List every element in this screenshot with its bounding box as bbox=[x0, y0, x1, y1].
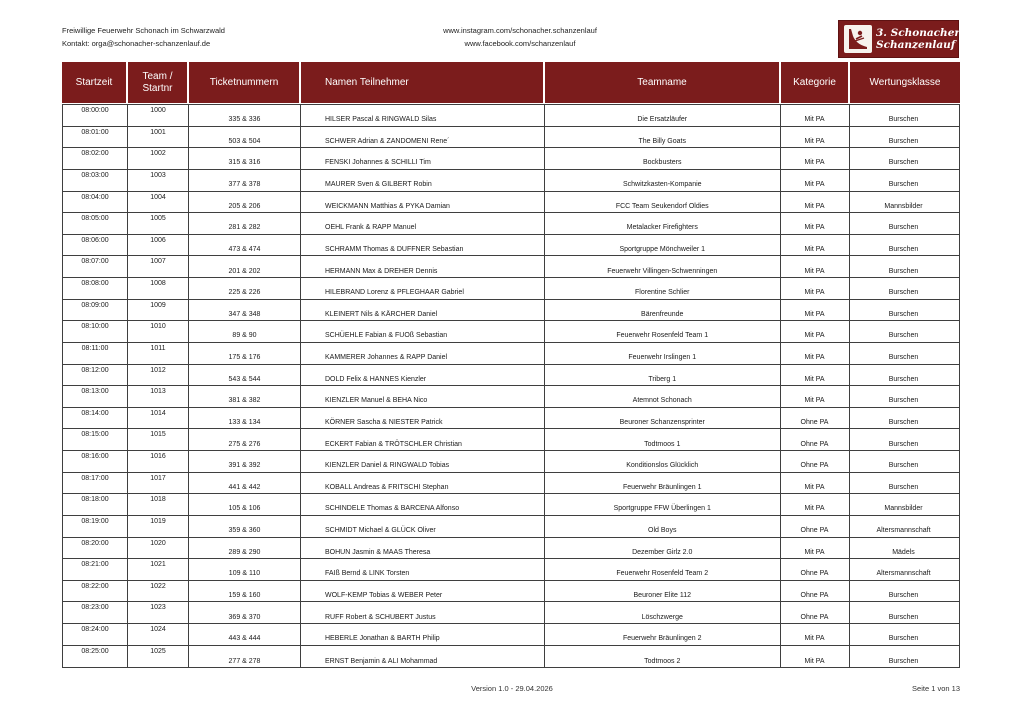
cell-namen: KAMMERER Johannes & RAPP Daniel bbox=[301, 343, 545, 364]
cell-startzeit: 08:09:00 bbox=[63, 300, 128, 321]
table-row bbox=[63, 494, 959, 516]
cell-startnr: 1019 bbox=[128, 516, 189, 537]
cell-kategorie: Mit PA bbox=[781, 300, 850, 321]
cell-startnr: 1007 bbox=[128, 256, 189, 277]
cell-startnr: 1018 bbox=[128, 494, 189, 515]
col-header-wertungsklasse: Wertungsklasse bbox=[869, 76, 941, 88]
cell-kategorie: Mit PA bbox=[781, 343, 850, 364]
cell-tickets: 543 & 544 bbox=[189, 365, 301, 386]
cell-startzeit: 08:06:00 bbox=[63, 235, 128, 256]
cell-namen: HEBERLE Jonathan & BARTH Philip bbox=[301, 624, 545, 645]
cell-kategorie: Ohne PA bbox=[781, 581, 850, 602]
cell-tickets: 225 & 226 bbox=[189, 278, 301, 299]
cell-wertungsklasse: Burschen bbox=[888, 397, 919, 405]
table-row bbox=[63, 624, 959, 646]
cell-wertungsklasse: Mannsbilder bbox=[884, 505, 923, 513]
cell-tickets: 347 & 348 bbox=[189, 300, 301, 321]
cell-startnr: 1020 bbox=[128, 538, 189, 559]
table-row bbox=[63, 213, 959, 235]
table-row bbox=[63, 516, 959, 538]
cell-namen: HILEBRAND Lorenz & PFLEGHAAR Gabriel bbox=[301, 278, 545, 299]
table-row bbox=[63, 429, 959, 451]
cell-startzeit: 08:07:00 bbox=[63, 256, 128, 277]
table-row bbox=[63, 538, 959, 560]
cell-startnr: 1005 bbox=[128, 213, 189, 234]
cell-namen: FENSKI Johannes & SCHILLI Tim bbox=[301, 148, 545, 169]
cell-wertungsklasse: Burschen bbox=[888, 310, 919, 318]
cell-wertungsklasse: Burschen bbox=[888, 332, 919, 340]
cell-wertungsklasse: Mannsbilder bbox=[884, 202, 923, 210]
cell-namen: RUFF Robert & SCHUBERT Justus bbox=[301, 602, 545, 623]
cell-startzeit: 08:01:00 bbox=[63, 127, 128, 148]
cell-teamname: Feuerwehr Rosenfeld Team 2 bbox=[545, 559, 781, 580]
table-row bbox=[63, 343, 959, 365]
contact-email: Kontakt: orga@schonacher-schanzenlauf.de bbox=[62, 39, 211, 48]
cell-tickets: 201 & 202 bbox=[189, 256, 301, 277]
cell-kategorie: Ohne PA bbox=[781, 602, 850, 623]
organisation-info bbox=[62, 24, 225, 50]
cell-kategorie: Mit PA bbox=[781, 213, 850, 234]
cell-startnr: 1015 bbox=[128, 429, 189, 450]
cell-tickets: 473 & 474 bbox=[189, 235, 301, 256]
table-row bbox=[63, 321, 959, 343]
cell-wertungsklasse: Burschen bbox=[888, 116, 919, 124]
event-logo-title: 3. Schonacher Schanzenlauf bbox=[876, 27, 960, 51]
table-row bbox=[63, 235, 959, 257]
cell-kategorie: Mit PA bbox=[781, 192, 850, 213]
table-row bbox=[63, 473, 959, 495]
cell-wertungsklasse: Altersmannschaft bbox=[876, 570, 931, 578]
cell-tickets: 391 & 392 bbox=[189, 451, 301, 472]
cell-wertungsklasse: Burschen bbox=[888, 289, 919, 297]
cell-kategorie: Mit PA bbox=[781, 386, 850, 407]
cell-wertungsklasse: Burschen bbox=[888, 245, 919, 253]
cell-wertungsklasse: Burschen bbox=[888, 267, 919, 275]
cell-kategorie: Ohne PA bbox=[781, 451, 850, 472]
cell-namen: SCHWER Adrian & ZANDOMENI Rene´ bbox=[301, 127, 545, 148]
cell-wertungsklasse: Burschen bbox=[888, 354, 919, 361]
cell-startnr: 1001 bbox=[128, 127, 189, 148]
cell-namen: WOLF-KEMP Tobias & WEBER Peter bbox=[301, 581, 545, 602]
col-header-teamname: Teamname bbox=[545, 62, 781, 103]
table-row bbox=[63, 300, 959, 322]
facebook-link: www.facebook.com/schanzenlauf bbox=[464, 39, 576, 48]
cell-namen: DOLD Felix & HANNES Kienzler bbox=[301, 365, 545, 386]
cell-startzeit: 08:14:00 bbox=[63, 408, 128, 429]
cell-namen: MAURER Sven & GILBERT Robin bbox=[301, 170, 545, 191]
cell-startzeit: 08:15:00 bbox=[63, 429, 128, 450]
cell-namen: HERMANN Max & DREHER Dennis bbox=[301, 256, 545, 277]
table-row bbox=[63, 278, 959, 300]
cell-teamname: Feuerwehr Irslingen 1 bbox=[545, 343, 781, 364]
cell-startzeit: 08:17:00 bbox=[63, 473, 128, 494]
cell-startnr: 1004 bbox=[128, 192, 189, 213]
cell-wertungsklasse: Burschen bbox=[888, 181, 919, 188]
cell-kategorie: Mit PA bbox=[781, 256, 850, 277]
cell-tickets: 277 & 278 bbox=[189, 646, 301, 668]
cell-startnr: 1012 bbox=[128, 365, 189, 386]
cell-wertungsklasse: Burschen bbox=[888, 418, 919, 426]
cell-teamname: Todtmoos 1 bbox=[545, 429, 781, 450]
cell-teamname: Metalacker Firefighters bbox=[545, 213, 781, 234]
col-header-namen-teilnehmer: Namen Teilnehmer bbox=[301, 62, 545, 103]
cell-startzeit: 08:16:00 bbox=[63, 451, 128, 472]
table-row bbox=[63, 602, 959, 624]
cell-wertungsklasse: Burschen bbox=[888, 591, 919, 599]
cell-startzeit: 08:24:00 bbox=[63, 624, 128, 645]
cell-startzeit: 08:05:00 bbox=[63, 213, 128, 234]
table-row bbox=[63, 192, 959, 214]
cell-kategorie: Mit PA bbox=[781, 170, 850, 191]
cell-namen: ERNST Benjamin & ALI Mohammad bbox=[301, 646, 545, 668]
col-header-team-startnr: Team / Startnr bbox=[128, 62, 189, 103]
cell-startzeit: 08:10:00 bbox=[63, 321, 128, 342]
cell-kategorie: Mit PA bbox=[781, 624, 850, 645]
cell-wertungsklasse: Burschen bbox=[888, 635, 919, 643]
cell-kategorie: Ohne PA bbox=[781, 408, 850, 429]
cell-tickets: 377 & 378 bbox=[189, 170, 301, 191]
event-logo bbox=[838, 20, 959, 58]
cell-tickets: 159 & 160 bbox=[189, 581, 301, 602]
col-header-kategorie: Kategorie bbox=[781, 62, 850, 103]
cell-tickets: 109 & 110 bbox=[189, 559, 301, 580]
cell-namen: KOBALL Andreas & FRITSCHI Stephan bbox=[301, 473, 545, 494]
cell-teamname: Triberg 1 bbox=[545, 365, 781, 386]
cell-startnr: 1000 bbox=[128, 105, 189, 126]
cell-wertungsklasse: Burschen bbox=[888, 375, 919, 383]
cell-startnr: 1023 bbox=[128, 602, 189, 623]
table-row bbox=[63, 105, 959, 127]
document-version: Version 1.0 - 29.04.2026 bbox=[471, 684, 553, 693]
cell-teamname: Beuroner Schanzensprinter bbox=[545, 408, 781, 429]
cell-namen: SCHRAMM Thomas & DUFFNER Sebastian bbox=[301, 235, 545, 256]
cell-startzeit: 08:02:00 bbox=[63, 148, 128, 169]
cell-tickets: 381 & 382 bbox=[189, 386, 301, 407]
cell-namen: KLEINERT Nils & KÄRCHER Daniel bbox=[301, 300, 545, 321]
cell-startnr: 1022 bbox=[128, 581, 189, 602]
cell-wertungsklasse: Burschen bbox=[888, 657, 919, 665]
cell-wertungsklasse: Mädels bbox=[892, 548, 915, 556]
cell-tickets: 275 & 276 bbox=[189, 429, 301, 450]
table-row bbox=[63, 127, 959, 149]
startlist-table bbox=[62, 62, 960, 668]
cell-kategorie: Mit PA bbox=[781, 278, 850, 299]
table-row bbox=[63, 148, 959, 170]
cell-teamname: The Billy Goats bbox=[545, 127, 781, 148]
ski-jump-icon bbox=[844, 25, 872, 53]
cell-namen: KÖRNER Sascha & NIESTER Patrick bbox=[301, 408, 545, 429]
col-header-startzeit: Startzeit bbox=[62, 62, 128, 103]
cell-startzeit: 08:03:00 bbox=[63, 170, 128, 191]
table-header-row bbox=[62, 62, 960, 103]
cell-startzeit: 08:20:00 bbox=[63, 538, 128, 559]
cell-namen: SCHINDELE Thomas & BARCENA Alfonso bbox=[301, 494, 545, 515]
cell-wertungsklasse: Burschen bbox=[888, 483, 919, 491]
table-row bbox=[63, 559, 959, 581]
cell-teamname: Florentine Schlier bbox=[545, 278, 781, 299]
cell-tickets: 335 & 336 bbox=[189, 105, 301, 126]
cell-teamname: Sportgruppe FFW Überlingen 1 bbox=[545, 494, 781, 515]
cell-wertungsklasse: Burschen bbox=[888, 613, 919, 621]
instagram-link: www.instagram.com/schonacher.schanzenlauf bbox=[443, 26, 597, 35]
cell-kategorie: Mit PA bbox=[781, 321, 850, 342]
cell-teamname: Old Boys bbox=[545, 516, 781, 537]
cell-kategorie: Mit PA bbox=[781, 105, 850, 126]
cell-tickets: 281 & 282 bbox=[189, 213, 301, 234]
cell-kategorie: Mit PA bbox=[781, 127, 850, 148]
cell-startnr: 1013 bbox=[128, 386, 189, 407]
cell-teamname: Löschzwerge bbox=[545, 602, 781, 623]
cell-startnr: 1006 bbox=[128, 235, 189, 256]
cell-namen: WEICKMANN Matthias & PYKA Damian bbox=[301, 192, 545, 213]
cell-teamname: Atemnot Schonach bbox=[545, 386, 781, 407]
cell-teamname: Sportgruppe Mönchweiler 1 bbox=[545, 235, 781, 256]
cell-teamname: Feuerwehr Villingen-Schwenningen bbox=[545, 256, 781, 277]
cell-tickets: 105 & 106 bbox=[189, 494, 301, 515]
page-number: Seite 1 von 13 bbox=[912, 684, 960, 693]
table-row bbox=[63, 646, 959, 668]
cell-startnr: 1010 bbox=[128, 321, 189, 342]
table-row bbox=[63, 365, 959, 387]
cell-teamname: Beuroner Elite 112 bbox=[545, 581, 781, 602]
cell-startnr: 1025 bbox=[128, 646, 189, 668]
cell-teamname: Feuerwehr Rosenfeld Team 1 bbox=[545, 321, 781, 342]
cell-wertungsklasse: Burschen bbox=[888, 462, 919, 470]
cell-teamname: FCC Team Seukendorf Oldies bbox=[545, 192, 781, 213]
cell-startzeit: 08:08:00 bbox=[63, 278, 128, 299]
cell-kategorie: Mit PA bbox=[781, 538, 850, 559]
cell-tickets: 205 & 206 bbox=[189, 192, 301, 213]
cell-kategorie: Mit PA bbox=[781, 494, 850, 515]
social-links bbox=[370, 24, 670, 50]
cell-startzeit: 08:19:00 bbox=[63, 516, 128, 537]
cell-tickets: 175 & 176 bbox=[189, 343, 301, 364]
cell-teamname: Feuerwehr Bräunlingen 1 bbox=[545, 473, 781, 494]
cell-namen: KIENZLER Daniel & RINGWALD Tobias bbox=[301, 451, 545, 472]
cell-startzeit: 08:12:00 bbox=[63, 365, 128, 386]
cell-tickets: 369 & 370 bbox=[189, 602, 301, 623]
cell-teamname: Schwitzkasten-Kompanie bbox=[545, 170, 781, 191]
table-row bbox=[63, 256, 959, 278]
cell-teamname: Dezember Girlz 2.0 bbox=[545, 538, 781, 559]
cell-tickets: 443 & 444 bbox=[189, 624, 301, 645]
cell-startzeit: 08:00:00 bbox=[63, 105, 128, 126]
table-row bbox=[63, 408, 959, 430]
cell-startnr: 1024 bbox=[128, 624, 189, 645]
cell-startzeit: 08:13:00 bbox=[63, 386, 128, 407]
cell-wertungsklasse: Burschen bbox=[888, 224, 919, 232]
cell-namen: ECKERT Fabian & TRÖTSCHLER Christian bbox=[301, 429, 545, 450]
cell-teamname: Todtmoos 2 bbox=[545, 646, 781, 668]
table-row bbox=[63, 170, 959, 192]
cell-namen: SCHÜEHLE Fabian & FUOß Sebastian bbox=[301, 321, 545, 342]
cell-tickets: 133 & 134 bbox=[189, 408, 301, 429]
cell-teamname: Bärenfreunde bbox=[545, 300, 781, 321]
cell-startnr: 1016 bbox=[128, 451, 189, 472]
cell-teamname: Konditionslos Glücklich bbox=[545, 451, 781, 472]
cell-startzeit: 08:04:00 bbox=[63, 192, 128, 213]
cell-startnr: 1021 bbox=[128, 559, 189, 580]
cell-kategorie: Mit PA bbox=[781, 473, 850, 494]
cell-startnr: 1014 bbox=[128, 408, 189, 429]
cell-startnr: 1002 bbox=[128, 148, 189, 169]
cell-startzeit: 08:21:00 bbox=[63, 559, 128, 580]
table-row bbox=[63, 451, 959, 473]
cell-tickets: 89 & 90 bbox=[189, 321, 301, 342]
cell-tickets: 359 & 360 bbox=[189, 516, 301, 537]
cell-teamname: Feuerwehr Bräunlingen 2 bbox=[545, 624, 781, 645]
cell-tickets: 503 & 504 bbox=[189, 127, 301, 148]
col-header-ticketnummern: Ticketnummern bbox=[189, 62, 301, 103]
cell-startzeit: 08:25:00 bbox=[63, 646, 128, 668]
cell-startnr: 1009 bbox=[128, 300, 189, 321]
cell-namen: HILSER Pascal & RINGWALD Silas bbox=[301, 105, 545, 126]
organisation-name: Freiwillige Feuerwehr Schonach im Schwarzwald bbox=[62, 26, 225, 35]
cell-namen: OEHL Frank & RAPP Manuel bbox=[301, 213, 545, 234]
cell-tickets: 441 & 442 bbox=[189, 473, 301, 494]
cell-kategorie: Mit PA bbox=[781, 365, 850, 386]
cell-wertungsklasse: Burschen bbox=[888, 440, 919, 448]
cell-namen: KIENZLER Manuel & BEHA Nico bbox=[301, 386, 545, 407]
cell-namen: BOHUN Jasmin & MAAS Theresa bbox=[301, 538, 545, 559]
cell-startzeit: 08:11:00 bbox=[63, 343, 128, 364]
cell-kategorie: Ohne PA bbox=[781, 516, 850, 537]
cell-wertungsklasse: Burschen bbox=[888, 159, 919, 167]
cell-teamname: Bockbusters bbox=[545, 148, 781, 169]
cell-startzeit: 08:23:00 bbox=[63, 602, 128, 623]
cell-namen: FAIß Bernd & LINK Torsten bbox=[301, 559, 545, 580]
cell-kategorie: Mit PA bbox=[781, 646, 850, 668]
cell-startnr: 1008 bbox=[128, 278, 189, 299]
cell-kategorie: Mit PA bbox=[781, 148, 850, 169]
cell-wertungsklasse: Altersmannschaft bbox=[876, 527, 931, 534]
cell-namen: SCHMIDT Michael & GLÜCK Oliver bbox=[301, 516, 545, 537]
table-body bbox=[62, 104, 960, 668]
cell-startnr: 1011 bbox=[128, 343, 189, 364]
cell-startnr: 1003 bbox=[128, 170, 189, 191]
cell-kategorie: Ohne PA bbox=[781, 429, 850, 450]
cell-startzeit: 08:18:00 bbox=[63, 494, 128, 515]
cell-teamname: Die Ersatzläufer bbox=[545, 105, 781, 126]
table-row bbox=[63, 581, 959, 603]
cell-tickets: 289 & 290 bbox=[189, 538, 301, 559]
cell-wertungsklasse: Burschen bbox=[888, 137, 919, 145]
table-row bbox=[63, 386, 959, 408]
cell-kategorie: Ohne PA bbox=[781, 559, 850, 580]
cell-startnr: 1017 bbox=[128, 473, 189, 494]
cell-startzeit: 08:22:00 bbox=[63, 581, 128, 602]
cell-tickets: 315 & 316 bbox=[189, 148, 301, 169]
cell-kategorie: Mit PA bbox=[781, 235, 850, 256]
